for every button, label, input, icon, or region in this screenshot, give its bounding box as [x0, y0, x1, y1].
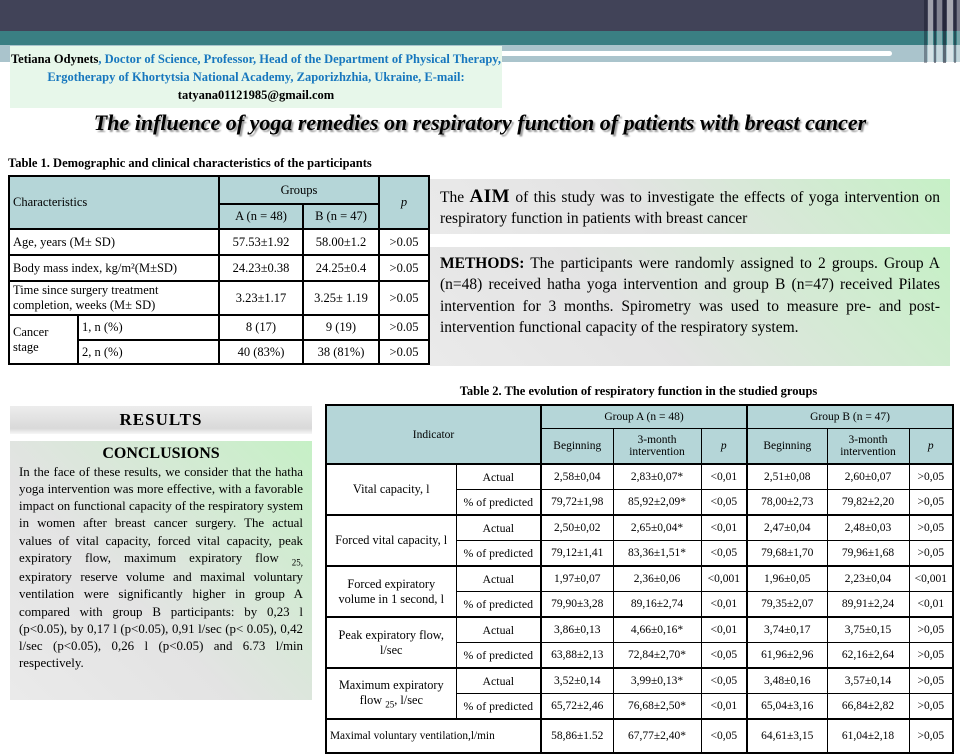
corner-stripe-decoration: [947, 0, 953, 63]
t1-cell: 57.53±1.92: [219, 229, 303, 255]
t2-cell: 79,72±1,98: [541, 490, 613, 516]
t2-cell: 79,68±1,70: [747, 541, 827, 567]
t2-cell: <0,05: [701, 719, 747, 753]
t2-cell: <0,05: [701, 490, 747, 516]
t2-indicator-text: , l/sec: [394, 692, 423, 707]
t2-cell: <0,01: [701, 592, 747, 618]
t2-cell: 65,04±3,16: [747, 694, 827, 720]
t1-cell: 3.23±1.17: [219, 281, 303, 315]
results-heading: RESULTS: [10, 406, 312, 434]
t1-cell: 3.25± 1.19: [303, 281, 379, 315]
t2-cell: 67,77±2,40*: [613, 719, 701, 753]
t1-header-characteristics: Characteristics: [9, 176, 219, 229]
t2-cell: 64,61±3,15: [747, 719, 827, 753]
t1-cell: >0.05: [379, 229, 429, 255]
t2-cell: >0,05: [909, 643, 953, 669]
t2-cell: 79,12±1,41: [541, 541, 613, 567]
t2-indicator: [326, 668, 456, 719]
t1-cell: 38 (81%): [303, 340, 379, 364]
t2-indicator: Forced expiratory volume in 1 second, l: [326, 566, 456, 617]
t1-row-label: Age, years (M± SD): [9, 229, 219, 255]
t2-subrow-label: % of predicted: [456, 541, 541, 567]
t1-cancer-stage-label: Cancer stage: [9, 315, 78, 364]
t2-cell: 61,04±2,18: [827, 719, 909, 753]
t2-cell: 2,23±0,04: [827, 566, 909, 592]
t2-cell: <0,01: [701, 617, 747, 643]
t2-cell: 2,48±0,03: [827, 515, 909, 541]
corner-stripe-decoration: [937, 0, 942, 63]
t2-subrow-label: Actual: [456, 668, 541, 694]
t2-subrow-label: Actual: [456, 464, 541, 490]
t1-cell: >0.05: [379, 281, 429, 315]
methods-box: [430, 247, 950, 366]
t2-cell: >0,05: [909, 515, 953, 541]
t2-cell: 2,36±0,06: [613, 566, 701, 592]
t2-cell: 3,99±0,13*: [613, 668, 701, 694]
t2-cell: 2,47±0,04: [747, 515, 827, 541]
t1-row-label: Time since surgery treatment completion, weeks (M± SD): [9, 281, 219, 315]
top-teal-band: [0, 31, 960, 45]
t2-header-intervention: 3-month intervention: [827, 429, 909, 465]
t1-cell: 24.23±0.38: [219, 255, 303, 281]
t2-cell: 79,90±3,28: [541, 592, 613, 618]
t2-indicator-text: Maximum expiratory flow: [338, 677, 444, 707]
t2-indicator: Maximal voluntary ventilation,l/min: [326, 719, 541, 753]
t2-header-beginning: Beginning: [541, 429, 613, 465]
t1-cell: >0.05: [379, 315, 429, 340]
t2-cell: 3,86±0,13: [541, 617, 613, 643]
t2-header-group-a: Group A (n = 48): [541, 405, 747, 429]
t2-subrow-label: % of predicted: [456, 490, 541, 516]
t2-subrow-label: Actual: [456, 617, 541, 643]
t2-cell: <0,01: [701, 694, 747, 720]
t2-cell: >0,05: [909, 617, 953, 643]
aim-text: of this study was to investigate the effects of yoga intervention on respiratory function in patients with breast cancer: [440, 189, 940, 228]
t2-cell: <0,05: [701, 541, 747, 567]
t2-header-p: p: [909, 429, 953, 465]
corner-stripe-decoration: [924, 0, 927, 63]
t1-cell: >0.05: [379, 340, 429, 364]
t2-cell: >0,05: [909, 694, 953, 720]
corner-stripe-decoration: [954, 0, 956, 63]
t2-subrow-label: Actual: [456, 566, 541, 592]
t2-cell: 2,50±0,02: [541, 515, 613, 541]
t2-cell: 2,51±0,08: [747, 464, 827, 490]
t1-row-label: Body mass index, kg/m²(M±SD): [9, 255, 219, 281]
t2-cell: 2,60±0,07: [827, 464, 909, 490]
t2-cell: 3,74±0,17: [747, 617, 827, 643]
t1-row-label: 1, n (%): [78, 315, 219, 340]
t2-cell: 1,96±0,05: [747, 566, 827, 592]
author-affiliation: , Doctor of Science, Professor, Head of the Department of Physical Therapy, Ergotherapy of Khortytsia National Academy, Zaporizhzhia, Ukraine, E-mail:: [47, 52, 501, 85]
t2-cell: 2,83±0,07*: [613, 464, 701, 490]
demographics-table: [8, 175, 430, 365]
t2-subrow-label: Actual: [456, 515, 541, 541]
respiratory-function-table: [325, 404, 954, 754]
t2-cell: 61,96±2,96: [747, 643, 827, 669]
t1-cell: >0.05: [379, 255, 429, 281]
t2-cell: 72,84±2,70*: [613, 643, 701, 669]
t2-cell: 79,96±1,68: [827, 541, 909, 567]
t2-cell: 4,66±0,16*: [613, 617, 701, 643]
t2-indicator-subscript: 25: [385, 699, 395, 710]
corner-stripe-decoration: [934, 0, 936, 63]
t2-cell: 63,88±2,13: [541, 643, 613, 669]
table1-caption: Table 1. Demographic and clinical characteristics of the participants: [8, 156, 372, 170]
t1-cell: 40 (83%): [219, 340, 303, 364]
methods-text: The participants were randomly assigned to 2 groups. Group A (n=48) received hatha yoga intervention and group B (n=47) received Pilates intervention for 3 months. Spirometry was used to measure pre- and post-intervention functional capacity of the respiratory system.: [440, 255, 940, 337]
top-dark-band: [0, 0, 960, 31]
corner-stripe-decoration: [943, 0, 946, 63]
table2-caption: Table 2. The evolution of respiratory function in the studied groups: [459, 384, 818, 398]
conclusions-box: [10, 441, 312, 700]
t2-cell: >0,05: [909, 464, 953, 490]
t2-cell: <0,01: [701, 515, 747, 541]
t2-header-indicator: Indicator: [326, 405, 541, 464]
t2-cell: 89,16±2,74: [613, 592, 701, 618]
t1-row-label: 2, n (%): [78, 340, 219, 364]
t2-header-p: p: [701, 429, 747, 465]
conclusions-text-part: expiratory reserve volume and maximal voluntary ventilation were significantly higher in group A compared with group B participants: by 0,23 l (p<0.05), by 0,17 l (p<0.05), 0,91 l/sec (p< 0.05), 0,42 l/sec (p<0.05), 0,26 l (p<0.05) and 6.73 l/min respectively.: [19, 570, 303, 671]
t2-header-beginning: Beginning: [747, 429, 827, 465]
t2-cell: >0,05: [909, 668, 953, 694]
t2-header-intervention: 3-month intervention: [613, 429, 701, 465]
author-email: tatyana01121985@gmail.com: [177, 88, 335, 103]
t1-header-groups: Groups: [219, 176, 379, 204]
t2-cell: 3,57±0,14: [827, 668, 909, 694]
t2-indicator: Forced vital capacity, l: [326, 515, 456, 566]
aim-keyword: AIM: [469, 186, 511, 207]
t2-cell: 79,82±2,20: [827, 490, 909, 516]
t2-header-group-b: Group B (n = 47): [747, 405, 953, 429]
t2-cell: 3,75±0,15: [827, 617, 909, 643]
t2-indicator: Vital capacity, l: [326, 464, 456, 515]
t2-cell: 76,68±2,50*: [613, 694, 701, 720]
t2-cell: 2,58±0,04: [541, 464, 613, 490]
conclusions-text-part: In the face of these results, we consider that the hatha yoga intervention was more effective, with a favorable impact on functional capacity of the respiratory system in women after breast cancer surgery. The actual values of vital capacity, forced vital capacity, peak expiratory flow, maximum expiratory flow: [19, 465, 303, 565]
t2-cell: 79,35±2,07: [747, 592, 827, 618]
t2-cell: 1,97±0,07: [541, 566, 613, 592]
t2-subrow-label: % of predicted: [456, 694, 541, 720]
t2-cell: <0,01: [701, 464, 747, 490]
t1-cell: 9 (19): [303, 315, 379, 340]
author-info-box: [10, 46, 502, 108]
t1-header-group-b: B (n = 47): [303, 204, 379, 229]
t2-cell: <0,001: [909, 566, 953, 592]
t2-cell: 65,72±2,46: [541, 694, 613, 720]
t1-header-p: p: [379, 176, 429, 229]
corner-stripe-decoration: [928, 0, 933, 63]
t2-cell: 2,65±0,04*: [613, 515, 701, 541]
t2-cell: 83,36±1,51*: [613, 541, 701, 567]
t1-cell: 58.00±1.2: [303, 229, 379, 255]
conclusions-subscript: 25,: [291, 557, 303, 568]
t2-cell: 3,48±0,16: [747, 668, 827, 694]
t1-cell: 8 (17): [219, 315, 303, 340]
t1-header-group-a: A (n = 48): [219, 204, 303, 229]
t2-cell: <0,05: [701, 668, 747, 694]
t1-cell: 24.25±0.4: [303, 255, 379, 281]
t2-indicator: Peak expiratory flow, l/sec: [326, 617, 456, 668]
t2-cell: 58,86±1.52: [541, 719, 613, 753]
t2-cell: 78,00±2,73: [747, 490, 827, 516]
t2-cell: 62,16±2,64: [827, 643, 909, 669]
t2-cell: 89,91±2,24: [827, 592, 909, 618]
methods-keyword: METHODS:: [440, 255, 525, 272]
t2-cell: <0,05: [701, 643, 747, 669]
t2-cell: >0,05: [909, 719, 953, 753]
t2-cell: >0,05: [909, 490, 953, 516]
t2-cell: 66,84±2,82: [827, 694, 909, 720]
author-name: Tetiana Odynets: [10, 52, 99, 66]
t2-cell: 85,92±2,09*: [613, 490, 701, 516]
aim-prefix: The: [440, 189, 470, 206]
conclusions-heading: CONCLUSIONS: [102, 445, 220, 462]
t2-cell: 3,52±0,14: [541, 668, 613, 694]
aim-box: [430, 179, 950, 234]
poster-title: The influence of yoga remedies on respiratory function of patients with breast cancer: [93, 110, 867, 135]
t2-cell: <0,01: [909, 592, 953, 618]
t2-cell: <0,001: [701, 566, 747, 592]
t2-cell: >0,05: [909, 541, 953, 567]
t2-subrow-label: % of predicted: [456, 592, 541, 618]
t2-subrow-label: % of predicted: [456, 643, 541, 669]
white-stripe-decoration: [502, 51, 892, 56]
conclusions-text: [19, 464, 303, 672]
